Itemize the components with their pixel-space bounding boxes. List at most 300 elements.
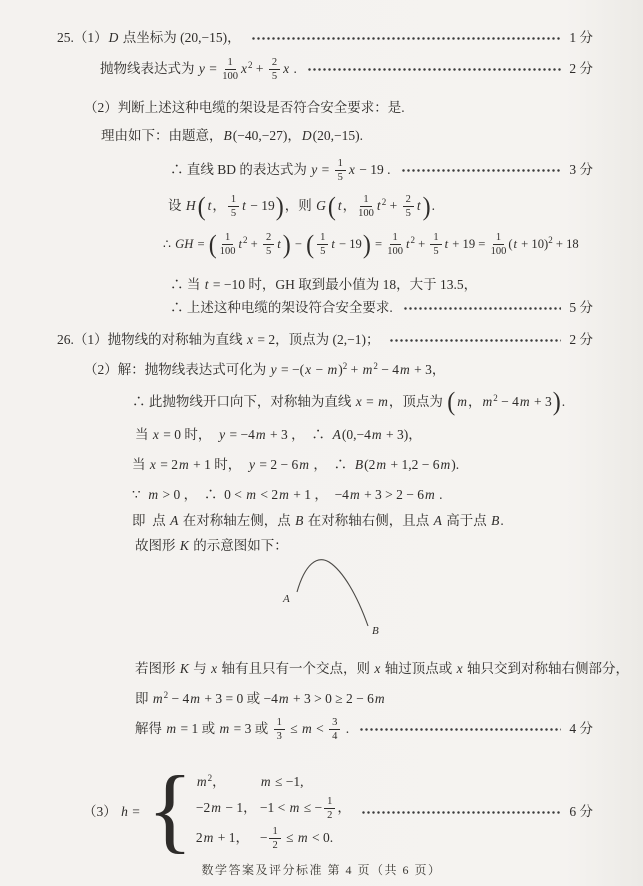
q26-2-expression (84, 362, 445, 379)
math-variable: m (457, 393, 467, 409)
case-row (196, 774, 351, 791)
fraction (329, 717, 340, 742)
fraction (222, 57, 238, 82)
fraction-numerator: 2 (263, 232, 274, 245)
power-expression (376, 198, 386, 215)
math-variable: B (295, 513, 304, 528)
math-variable: t (207, 198, 212, 214)
text-run: 解得 (135, 721, 166, 737)
math-variable: x (456, 661, 463, 676)
text-run: + 1 时， (189, 457, 248, 472)
dotted-leader (401, 169, 562, 172)
fraction (269, 57, 280, 82)
math-variable: x (211, 661, 218, 676)
q26-2-point-a (135, 427, 422, 444)
dotted-leader (307, 68, 562, 71)
text-run: (2 (364, 457, 376, 472)
fraction-numerator: 3 (329, 717, 340, 730)
fraction (324, 796, 335, 821)
case-condition (260, 826, 333, 851)
power-expression (196, 774, 212, 791)
text-run: + 3 ， ∴ (266, 427, 332, 442)
fraction-denominator: 5 (337, 172, 343, 184)
point-b-label: B (372, 625, 379, 637)
text-run: + 3 > 2 − 6 (360, 487, 425, 502)
power-expression (238, 234, 248, 253)
text-run: （2）解：抛物线表达式可化为 (84, 362, 270, 377)
math-variable: A (170, 513, 179, 528)
text-run: 点坐标为 (20,−15)， (119, 30, 241, 45)
dotted-leader (389, 339, 561, 342)
text-run: − 4 (377, 362, 399, 377)
math-variable: GH (175, 236, 194, 251)
big-parenthesis: ( (208, 229, 217, 260)
text-run: − 19 . (355, 162, 391, 178)
score-label: 5 分 (569, 300, 593, 315)
text-run: 高于点 (442, 513, 491, 528)
math-variable: m (246, 487, 256, 502)
big-parenthesis: ) (282, 229, 291, 260)
text-run: < 0. (308, 830, 334, 846)
math-variable: x (241, 61, 247, 77)
math-variable: m (371, 427, 382, 442)
math-variable: m (349, 487, 360, 502)
fraction-numerator: 1 (222, 232, 233, 245)
text-run: ， ∴ (309, 457, 354, 472)
q26-1-axis-vertex (57, 332, 593, 349)
text-run: 当 (135, 427, 152, 442)
math-variable: m (196, 774, 207, 790)
text-run: + 19 = (449, 236, 489, 251)
fraction-denominator: 4 (332, 731, 338, 743)
math-variable: x (355, 393, 362, 409)
q25-1-parabola-expression (100, 57, 593, 82)
text-run: 轴过顶点或 (381, 661, 456, 676)
text-run: + (386, 198, 401, 214)
score-label: 2 分 (569, 332, 593, 347)
text-run: （3） (83, 804, 121, 820)
math-variable: m (203, 830, 214, 846)
score-label: 6 分 (569, 804, 593, 820)
math-variable: m (152, 691, 163, 706)
text-run: = (277, 362, 292, 377)
case-expression (196, 830, 260, 847)
q25-2-gh-equation (163, 229, 579, 260)
math-variable: y (249, 457, 255, 472)
fraction-denominator: 100 (222, 71, 238, 83)
text-run: = 2 − 6 (256, 457, 299, 472)
text-run: （2）判断上述这种电缆的架设是否符合安全要求：是. (84, 100, 405, 115)
parabola-sketch (278, 550, 388, 650)
math-variable: G (316, 198, 326, 214)
text-run: ， (337, 800, 351, 816)
text-run: 轴只交到对称轴右侧部分， (463, 661, 630, 676)
fraction-numerator: 2 (269, 57, 280, 70)
piecewise-cases (145, 756, 351, 862)
math-variable: D (108, 30, 119, 45)
text-run: . (290, 61, 297, 77)
text-run: ∴ 直线 BD 的表达式为 (170, 162, 311, 178)
math-variable: m (211, 800, 221, 816)
math-variable: t (376, 198, 381, 214)
text-run: . (500, 513, 504, 528)
text-run: 2 (195, 830, 203, 846)
fraction-denominator: 100 (358, 208, 374, 220)
text-run: 26.（1）抛物线的对称轴为直线 (57, 332, 246, 347)
q26-2-vertex (132, 387, 566, 417)
text-run: . (561, 393, 566, 409)
math-variable: x (348, 162, 355, 178)
math-variable: K (179, 661, 189, 676)
text-run: + 10) (518, 236, 549, 251)
math-variable: m (190, 691, 200, 706)
text-run: ， (212, 198, 226, 214)
text-run: 与 (189, 661, 211, 676)
text-run: = 1 或 (177, 721, 219, 737)
text-run: 轴有且只有一个交点，则 (218, 661, 374, 676)
math-variable: y (311, 162, 318, 178)
text-run: − 19 (335, 236, 362, 251)
math-variable: m (482, 393, 493, 409)
text-run: = 2 (156, 457, 178, 472)
math-variable: x (374, 661, 381, 676)
math-variable: x (152, 427, 159, 442)
q25-1-point-d (57, 30, 593, 47)
math-variable: D (301, 128, 312, 143)
parabola-curve (278, 550, 388, 645)
text-run: = 0 时， (159, 427, 219, 442)
text-run: = (318, 162, 333, 178)
text-run: ∴ 上述这种电缆的架设符合安全要求. (170, 300, 393, 315)
text-run: 当 (132, 457, 149, 472)
point-a-label: A (283, 593, 290, 605)
math-variable: m (166, 721, 177, 737)
q25-2-judgement (84, 100, 405, 117)
q25-2-reason (101, 128, 363, 145)
big-parenthesis: ) (422, 191, 431, 222)
text-run: 即 (135, 691, 152, 706)
math-variable: t (331, 236, 335, 251)
text-run: ，顶点为 (388, 393, 447, 409)
math-variable: m (299, 457, 309, 472)
big-parenthesis: ( (197, 191, 206, 222)
math-variable: t (277, 236, 281, 251)
power-expression (362, 362, 378, 379)
text-run: + 3)， (382, 427, 422, 442)
fraction-denominator: 3 (276, 731, 282, 743)
text-run: = (194, 236, 208, 251)
q26-2-solution (135, 717, 593, 742)
case-row (196, 796, 351, 821)
fraction (491, 232, 507, 257)
text-run: 若图形 (135, 661, 179, 676)
fraction-denominator: 5 (433, 246, 439, 258)
text-run: 抛物线表达式为 (100, 61, 198, 77)
dotted-leader (359, 728, 561, 731)
text-run: ， (468, 393, 482, 409)
power-expression (482, 394, 498, 411)
math-variable: m (279, 487, 289, 502)
power-expression (405, 234, 415, 253)
text-run: = −4 (226, 427, 255, 442)
fraction (263, 232, 274, 257)
text-run: + 3 = 0 或 −4 (201, 691, 278, 706)
math-variable: m (255, 427, 266, 442)
math-variable: m (297, 830, 308, 846)
fraction-numerator: 1 (324, 796, 335, 809)
text-run: (−40,−27)， (232, 128, 301, 143)
math-variable: x (247, 332, 253, 347)
score-label: 2 分 (569, 61, 593, 77)
text-run: = (205, 61, 221, 77)
math-variable: y (270, 362, 277, 377)
big-parenthesis: ( (327, 191, 336, 222)
case-condition (260, 774, 304, 791)
text-run: = (128, 804, 144, 820)
text-run: ) (338, 362, 343, 377)
fraction-numerator: 1 (335, 158, 346, 171)
dotted-leader (251, 37, 562, 40)
math-variable: t (406, 236, 410, 251)
text-run: 即 点 (132, 513, 170, 528)
math-variable: m (362, 362, 373, 377)
fraction-denominator: 100 (490, 246, 507, 258)
text-run: < 2 (256, 487, 279, 502)
math-variable: H (185, 198, 196, 214)
fraction-denominator: 5 (405, 208, 411, 220)
text-run: ≤ − (300, 800, 323, 816)
text-run: ≤ (282, 830, 297, 846)
case-expression (196, 800, 260, 817)
text-run: ∴ (163, 236, 175, 251)
text-run: + (347, 362, 362, 377)
math-variable: t (416, 198, 421, 214)
page-footer: 数学答案及评分标准 第 4 页（共 6 页） (201, 863, 442, 877)
exponent: 2 (207, 773, 213, 784)
cases-rows (196, 774, 351, 851)
fraction-denominator: 100 (387, 246, 403, 258)
text-run: 25.（1） (57, 30, 108, 45)
score-label: 4 分 (569, 721, 593, 737)
text-run: 在对称轴左侧，点 (179, 513, 295, 528)
math-variable: B (223, 128, 232, 143)
q25-2-line-bd (170, 158, 593, 183)
big-parenthesis: ( (306, 229, 315, 260)
text-run: + 1， (214, 830, 249, 846)
score-label: 3 分 (569, 162, 593, 178)
score-label: 1 分 (569, 30, 593, 45)
text-run: − (291, 236, 306, 251)
text-run: . (435, 487, 443, 502)
math-variable: A (433, 513, 442, 528)
fraction-numerator: 1 (493, 232, 504, 245)
math-variable: B (354, 457, 364, 472)
math-variable: m (425, 487, 435, 502)
fraction-numerator: 1 (269, 826, 280, 839)
math-variable: h (121, 804, 128, 820)
text-run: − 1， (221, 800, 257, 816)
exponent: 2 (243, 234, 248, 245)
text-run: 在对称轴右侧，且点 (304, 513, 433, 528)
text-run: ∵ (132, 487, 148, 502)
fraction (269, 826, 280, 851)
fraction-numerator: 1 (228, 194, 239, 207)
text-run: ∴ 当 (170, 277, 204, 292)
math-variable: m (378, 393, 388, 409)
text-run: ). (451, 457, 460, 472)
text-run: . (431, 198, 435, 214)
math-variable: t (513, 236, 518, 251)
exponent: 2 (342, 361, 348, 371)
text-run: = 2，顶点为 (2,−1)； (254, 332, 380, 347)
fraction-numerator: 1 (317, 232, 328, 245)
math-variable: t (204, 277, 209, 292)
text-run: ( (508, 236, 513, 251)
fraction (274, 717, 285, 742)
text-run: ∴ 此抛物线开口向下，对称轴为直线 (132, 393, 355, 409)
math-variable: m (374, 691, 385, 706)
text-run: ， (212, 774, 226, 790)
text-run: + 3 > 0 ≥ 2 − 6 (289, 691, 374, 706)
fraction (387, 232, 403, 257)
exponent: 2 (493, 392, 498, 403)
text-run: > 0 ， ∴ 0 < (159, 487, 246, 502)
text-run: + (252, 61, 267, 77)
q26-3-piecewise (83, 756, 593, 862)
fraction-numerator: 1 (430, 232, 441, 245)
fraction-denominator: 2 (327, 810, 333, 822)
power-expression (152, 691, 168, 708)
text-run: < (312, 721, 328, 737)
math-variable: B (491, 513, 500, 528)
q26-2-equations (135, 691, 386, 708)
text-run: = (362, 393, 378, 409)
text-run: + 3， (410, 362, 446, 377)
math-variable: x (149, 457, 156, 472)
fraction-denominator: 5 (320, 246, 326, 258)
math-variable: t (337, 198, 342, 214)
q25-2-setup-h-g (168, 191, 435, 222)
case-condition (260, 796, 351, 821)
math-variable: m (519, 393, 530, 409)
q26-2-sketch-intro (135, 538, 288, 555)
fraction-denominator: 2 (272, 840, 278, 852)
dotted-leader (403, 307, 562, 310)
q26-2-point-b (132, 457, 459, 474)
text-run: − (259, 830, 268, 846)
text-run: − (312, 362, 327, 377)
big-parenthesis: ) (275, 191, 284, 222)
exponent: 2 (410, 234, 415, 245)
math-variable: x (305, 362, 312, 377)
math-variable: m (327, 362, 338, 377)
math-variable: t (444, 236, 449, 251)
fraction-numerator: 1 (225, 57, 236, 70)
text-run: −2 (195, 800, 211, 816)
big-parenthesis: ( (447, 387, 456, 417)
text-run: + 1 ， −4 (289, 487, 349, 502)
fraction (358, 194, 374, 219)
text-run: −( (292, 362, 305, 377)
case-expression (196, 774, 260, 791)
fraction-numerator: 1 (274, 717, 285, 730)
exponent: 2 (163, 690, 169, 700)
text-run: (0,−4 (341, 427, 371, 442)
text-run: 设 (168, 198, 185, 214)
power-expression (292, 362, 347, 379)
q26-2-intersection-condition (135, 661, 629, 678)
math-variable: t (238, 236, 243, 251)
math-variable: m (399, 362, 410, 377)
math-variable: m (219, 721, 230, 737)
q25-2-conclusion (170, 300, 593, 317)
text-run: = (371, 236, 386, 251)
text-run: (20,−15). (312, 128, 363, 143)
text-run: 故图形 (135, 538, 179, 553)
fraction (403, 194, 414, 219)
fraction-denominator: 5 (230, 208, 237, 220)
math-variable: y (198, 61, 205, 77)
text-run: = 3 或 (230, 721, 272, 737)
fraction-numerator: 1 (390, 232, 401, 245)
text-run: − 4 (497, 393, 519, 409)
text-run: ， (342, 198, 357, 214)
math-variable: m (440, 457, 451, 472)
text-run: ≤ (286, 721, 302, 737)
math-variable: A (332, 427, 341, 442)
math-variable: m (260, 774, 271, 790)
text-run: 理由如下：由题意， (101, 128, 223, 143)
q25-2-min-value (170, 277, 477, 294)
text-run: + 3 (530, 393, 552, 409)
math-variable: x (283, 61, 290, 77)
case-row (196, 826, 351, 851)
fraction-numerator: 2 (403, 194, 414, 207)
exponent: 2 (548, 234, 553, 245)
text-run: ≤ −1, (271, 774, 304, 790)
fraction-denominator: 100 (219, 246, 236, 258)
text-run: 的示意图如下： (189, 538, 288, 553)
math-variable: y (219, 427, 226, 442)
text-run: −1 < (259, 800, 289, 816)
fraction-denominator: 5 (271, 71, 278, 83)
text-run: + (415, 236, 429, 251)
fraction (335, 158, 346, 183)
math-variable: m (289, 800, 300, 816)
math-variable: m (376, 457, 387, 472)
fraction-numerator: 1 (360, 194, 371, 207)
q26-2-position-statement (132, 513, 504, 530)
text-run: − 4 (168, 691, 190, 706)
fraction (220, 232, 236, 257)
cases-brace: { (147, 756, 193, 862)
fraction-denominator: 5 (265, 246, 272, 258)
math-variable: m (148, 487, 159, 502)
fraction (430, 232, 441, 257)
big-parenthesis: ) (552, 387, 561, 417)
math-variable: K (179, 538, 189, 553)
math-variable: m (179, 457, 189, 472)
exponent: 2 (248, 60, 253, 71)
power-expression (240, 61, 253, 78)
math-variable: m (302, 721, 312, 737)
text-run: + 18 (552, 236, 579, 251)
power-expression (508, 234, 553, 253)
big-parenthesis: ) (362, 229, 371, 260)
fraction (228, 194, 239, 219)
exponent: 2 (373, 361, 378, 371)
q26-2-inequalities (132, 487, 443, 504)
